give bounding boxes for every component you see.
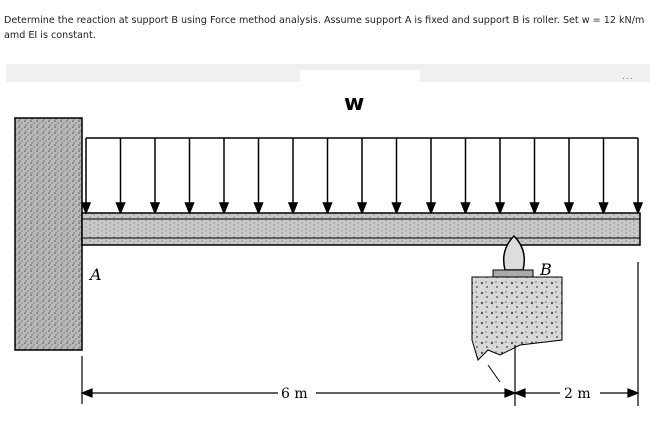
- load-arrow-head: [186, 203, 194, 213]
- support-ground: [472, 277, 562, 360]
- load-arrow-head: [289, 203, 297, 213]
- load-arrow-head: [358, 203, 366, 213]
- support-b-label: B: [540, 260, 552, 279]
- load-arrow-head: [600, 203, 608, 213]
- more-options-icon[interactable]: ...: [622, 72, 634, 82]
- beam: [82, 213, 640, 245]
- load-arrow-head: [151, 203, 159, 213]
- question-text: Determine the reaction at support B using Force method analysis. Assume support A is fixed and support B is roller. Set w = 12 kN/m amd EI is constant.: [4, 15, 645, 41]
- span-ab-label: 6 m: [281, 386, 308, 402]
- load-arrow-head: [496, 203, 504, 213]
- load-arrow-head: [634, 203, 642, 213]
- fixed-wall: [15, 118, 82, 350]
- load-arrow-head: [255, 203, 263, 213]
- load-arrow-head: [117, 203, 125, 213]
- load-arrow-head: [531, 203, 539, 213]
- load-arrow-head: [427, 203, 435, 213]
- load-label: w: [344, 91, 365, 116]
- distributed-load: [82, 138, 642, 213]
- load-arrow-head: [462, 203, 470, 213]
- load-arrow-head: [565, 203, 573, 213]
- overhang-label: 2 m: [564, 386, 591, 402]
- load-arrow-head: [82, 203, 90, 213]
- support-a-label: A: [90, 265, 102, 284]
- load-arrow-head: [220, 203, 228, 213]
- load-arrow-head: [324, 203, 332, 213]
- roller-support-b: [472, 236, 562, 360]
- load-arrow-head: [393, 203, 401, 213]
